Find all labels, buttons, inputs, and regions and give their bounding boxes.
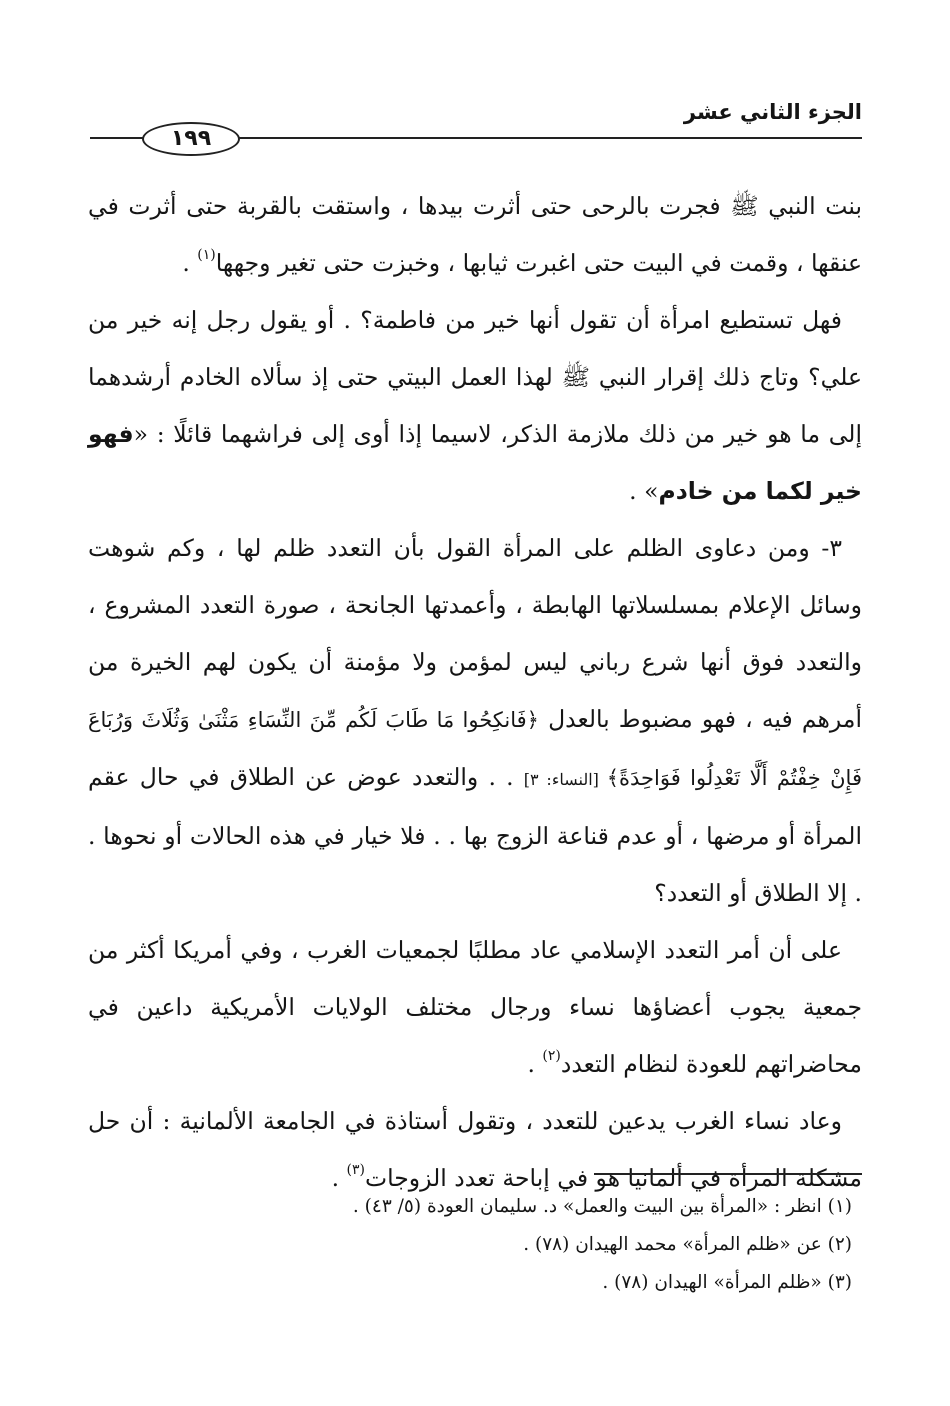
paragraph-2-end: » . (629, 477, 659, 505)
paragraph-1 (88, 178, 862, 292)
paragraph-4-end: . (527, 1050, 543, 1078)
paragraph-3-text: ٣- ومن دعاوى الظلم على المرأة القول بأن التعدد ظلم لها ، وكم شوهت وسائل الإعلام بمسلسلاتها الهابطة ، وأعمدتها الجانحة ، صورة التعدد المشروع ، والتعدد فوق أنها شرع رباني ليس لمؤمن ولا مؤمنة أن يكون لهم الخيرة من أمرهم فيه ، فهو مضبوط بالعدل (88, 534, 862, 733)
verse-reference: [النساء: ٣] (523, 770, 607, 789)
footnote-marker-2: (٢) (542, 1048, 561, 1064)
page-number: ١٩٩ (142, 122, 240, 156)
footnote-marker-3: (٣) (346, 1162, 365, 1178)
paragraph-2 (88, 292, 862, 520)
paragraph-4-text: على أن أمر التعدد الإسلامي عاد مطلبًا لجمعيات الغرب ، وفي أمريكا أكثر من جمعية يجوب أعضاؤها نساء ورجال مختلف الولايات الأمريكية داعين في محاضراتهم للعودة لنظام التعدد (88, 936, 862, 1078)
quran-verse: ﴿فَانكِحُوا مَا طَابَ لَكُم مِّنَ النِّسَاءِ مَثْنَىٰ وَثُلَاثَ وَرُبَاعَ فَإِنْ خِفْتُمْ أَلَّا تَعْدِلُوا فَوَاحِدَةً﴾ (88, 708, 862, 790)
paragraph-4 (88, 922, 862, 1093)
running-title: الجزء الثاني عشر (683, 100, 862, 124)
paragraph-5-end: . (331, 1164, 347, 1192)
hadith-quote: فهو خير لكما من خادم (88, 420, 862, 505)
footnotes (120, 1188, 852, 1302)
footnote-3: (٣) «ظلم المرأة» الهيدان (٧٨) . (602, 1272, 852, 1293)
footnote-marker-1: (١) (197, 247, 216, 263)
paragraph-1-end: . (182, 249, 198, 277)
body-text (88, 178, 862, 1207)
paragraph-3 (88, 520, 862, 922)
paragraph-2-text: فهل تستطيع امرأة أن تقول أنها خير من فاطمة؟ . أو يقول رجل إنه خير من علي؟ وتاج ذلك إقرار النبي ﷺ لهذا العمل البيتي حتى إذ سألاه الخادم أرشدهما إلى ما هو خير من ذلك ملازمة الذكر، لاسيما إذا أوى إلى فراشهما قائلًا : « (88, 306, 862, 448)
footnote-rule (594, 1173, 862, 1175)
paragraph-5-text: وعاد نساء الغرب يدعين للتعدد ، وتقول أستاذة في الجامعة الألمانية : أن حل مشكلة المرأة في ألمانيا هو في إباحة تعدد الزوجات (88, 1107, 862, 1192)
paragraph-3-end: . . والتعدد عوض عن الطلاق في حال عقم المرأة أو مرضها ، أو عدم قناعة الزوج بها . . فلا خيار في هذه الحالات أو نحوها . . إلا الطلاق أو التعدد؟ (88, 763, 862, 907)
footnote-2: (٢) عن «ظلم المرأة» محمد الهيدان (٧٨) . (523, 1234, 852, 1255)
footnote-1: (١) انظر : «المرأة بين البيت والعمل» د. سليمان العودة (٥/ ٤٣) . (352, 1196, 852, 1217)
paragraph-1-text: بنت النبي ﷺ فجرت بالرحى حتى أثرت بيدها ، واستقت بالقربة حتى أثرت في عنقها ، وقمت في البيت حتى اغبرت ثيابها ، وخبزت حتى تغير وجهها (88, 192, 862, 277)
